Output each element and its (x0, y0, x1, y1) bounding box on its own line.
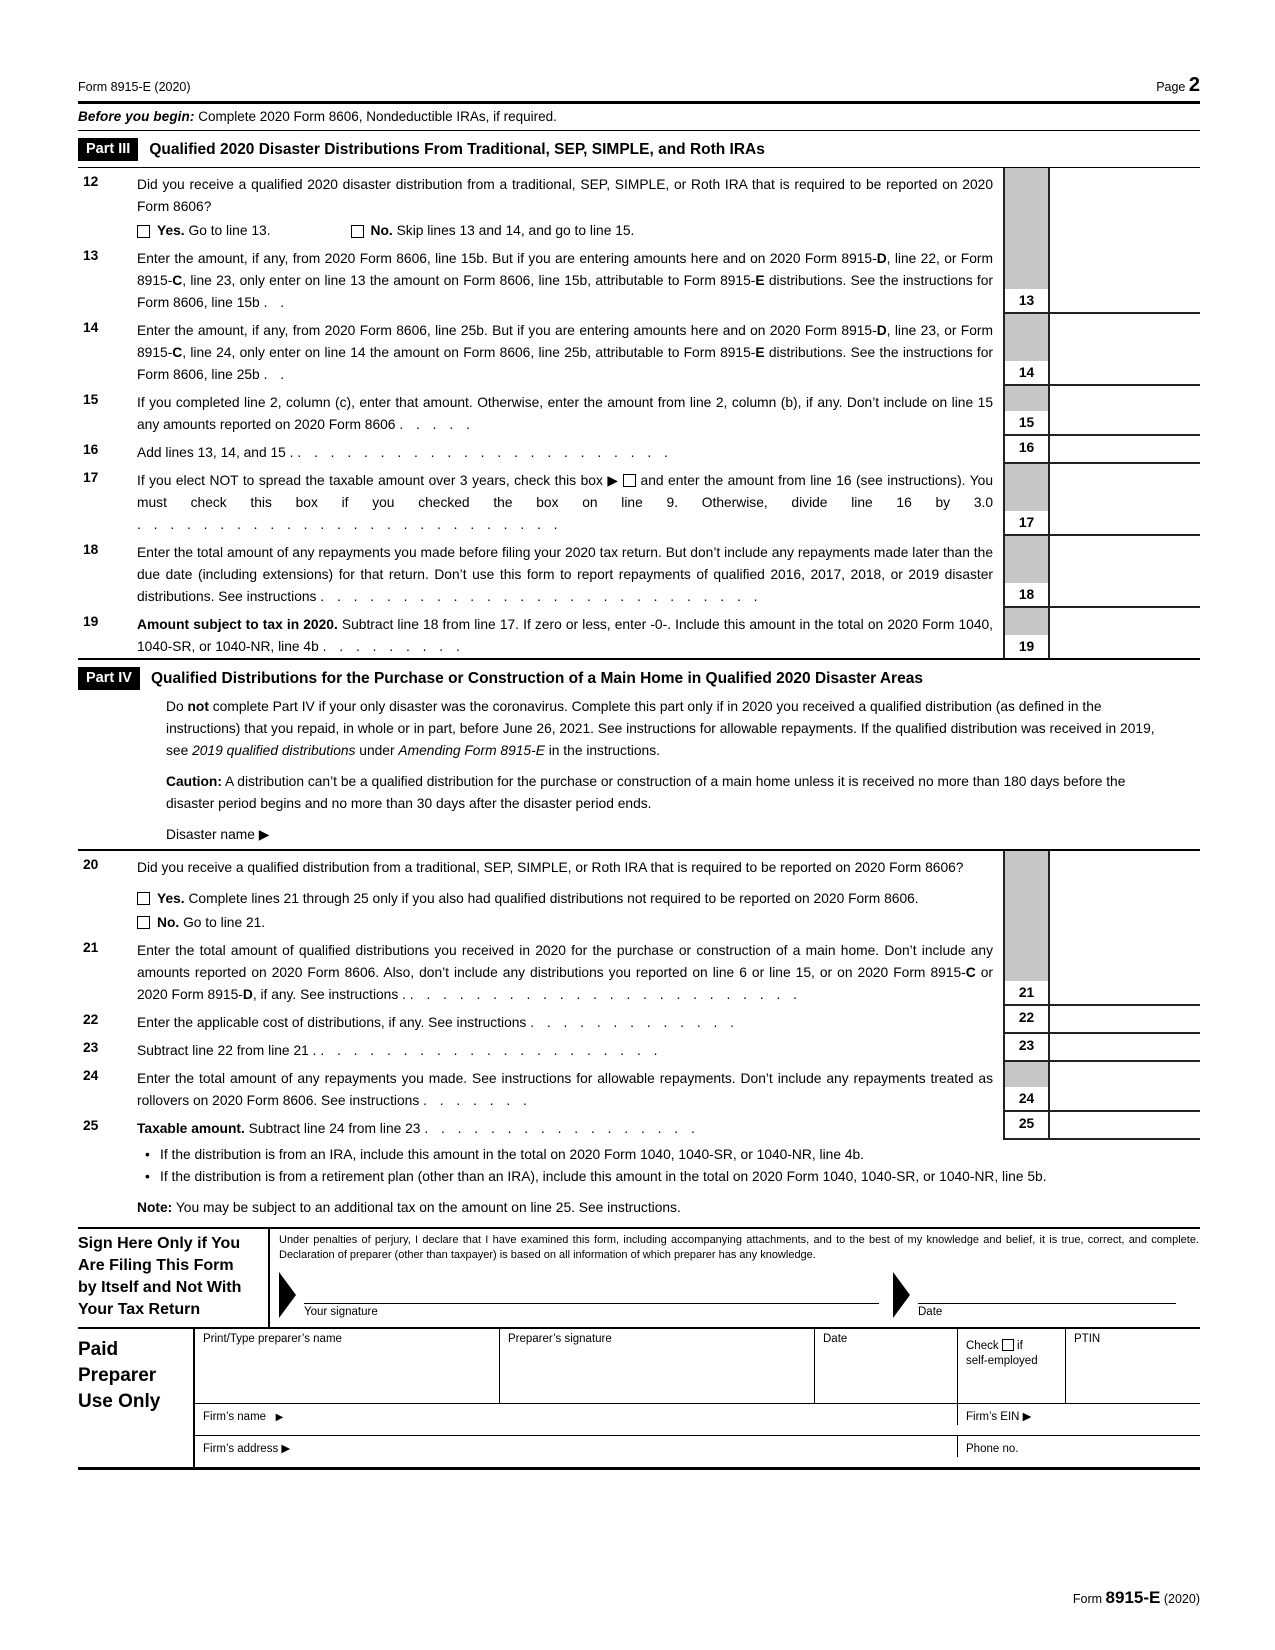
shading (1005, 242, 1048, 289)
shading (1005, 536, 1048, 583)
phone-field[interactable]: Phone no. (966, 1443, 1019, 1455)
preparer-name-field[interactable]: Print/Type preparer’s name (195, 1329, 500, 1403)
dot-leader: . . . . . (399, 417, 470, 432)
line-13-amount-box[interactable] (1050, 242, 1200, 314)
part4-caution: Caution: A distribution can’t be a qualified distribution for the purchase or construction of a main home unless it is received no more than 180 days before the disaster period begins and no more than 30 days after the disaster period ends. (166, 774, 1126, 811)
line-20-no-label: No. Go to line 21. (157, 915, 266, 930)
dot-leader: . . . . . . . . . (322, 639, 460, 654)
disaster-name-field[interactable] (78, 824, 1200, 851)
bullet-2-text: If the distribution is from a retirement plan (other than an IRA), include this amount in the total on 2020 Form 1040, 1040-SR, or 1040-NR, line 5b. (160, 1169, 1047, 1184)
line-14-text: Enter the amount, if any, from 2020 Form 8606, line 25b. But if you are entering amounts here and on 2020 Form 8915-D, line 23, or Form 8915-C, line 24, only enter on line 14 the amount on Form 8606, line 25b, attributable to Form 8915-E distributions. See the instructions for Form 8606, line 25b . . (137, 323, 994, 382)
part4-title: Qualified Distributions for the Purchase or Construction of a Main Home in Qualified 2020 Disaster Areas (150, 669, 923, 687)
part3-header (78, 138, 1200, 161)
line-20-amount-area (1050, 851, 1200, 934)
line-21-amount-box[interactable] (1050, 934, 1200, 1006)
line-18-amount-box[interactable] (1050, 536, 1200, 608)
line-20-yes-label: Yes. Complete lines 21 through 25 only if you also had qualified distributions not required to be reported on 2020 Form 8606. (157, 891, 919, 906)
dot-leader: . . . . . . . . . . . . . . . . . . . . . . . . . . (137, 517, 558, 532)
line-16-box-label: 16 (1005, 436, 1048, 459)
preparer-date-field[interactable]: Date (815, 1329, 958, 1403)
line-14-amount-box[interactable] (1050, 314, 1200, 386)
line-15-amount-box[interactable] (1050, 386, 1200, 436)
line-25-bullets (78, 1144, 1200, 1188)
shading (1005, 386, 1048, 411)
line-13: 13 Enter the amount, if any, from 2020 Form 8606, line 15b. But if you are entering amounts here and on 2020 Form 8915-D, line 22, or Form 8915-C, line 23, only enter on line 13 the amount on Form 8606, line 15b, attributable to Form 8915-E distributions. See the instructions for Form 8606, line 15b . . 13 (78, 242, 1200, 314)
form-footer: Form 8915-E (2020) (1072, 1588, 1200, 1607)
firm-address-field[interactable]: Firm’s address ▶ (195, 1436, 958, 1457)
your-signature-label: Your signature (304, 1306, 378, 1318)
dot-leader: . . (263, 367, 285, 382)
part3-badge: Part III (78, 138, 138, 161)
paid-preparer-section (78, 1327, 1200, 1470)
line-12-yes-checkbox[interactable] (137, 225, 150, 238)
line-20-no-checkbox[interactable] (137, 916, 150, 929)
firm-name-field[interactable]: Firm’s name ▶ (195, 1404, 958, 1425)
line-23-text: Subtract line 22 from line 21 . . . . . . . . . . . . . . . . . . . . . . (137, 1043, 658, 1058)
part4-intro: Do not complete Part IV if your only disaster was the coronavirus. Complete this part only if in 2020 you received a qualified distribution (as defined in the instructions) that you repaid, in whole or in part, before June 26, 2021. See instructions for allowable repayments. If the qualified distribution was received in 2019, see 2019 qualified distributions under Amending Form 8915-E in the instructions. (166, 699, 1155, 758)
line-17-text: If you elect NOT to spread the taxable amount over 3 years, check this box ▶ and enter the amount from line 16 (see instructions). You must check this box if you checked the box on line 9. Otherwise, divide line 16 by 3.0 . . . . . . . . . . . . . . . . . . . . . . . . . . (137, 473, 994, 532)
disaster-name-label: Disaster name ▶ (166, 827, 270, 842)
line-20: 20 Did you receive a qualified distribution from a traditional, SEP, SIMPLE, or Roth IRA that is required to be reported on 2020 Form 8606? Yes. Complete lines 21 through 25 only if you also had qualified distributions not required to be reported on 2020 Form 8606. No. Go to line 21. (78, 851, 1200, 934)
line-24-box-label: 24 (1005, 1087, 1048, 1110)
line-21-box-label: 21 (1005, 981, 1048, 1004)
line-12-number: 12 (83, 174, 99, 189)
perjury-statement: Under penalties of perjury, I declare that I have examined this form, including accompanying attachments, and to the best of my knowledge and belief, it is true, correct, and complete. Declaration of preparer (other than taxpayer) is based on all information of which preparer has any knowledge. (279, 1234, 1199, 1261)
line-19: 19 Amount subject to tax in 2020. Subtract line 18 from line 17. If zero or less, enter -0-. Include this amount in the total on 2020 Form 1040, 1040-SR, or 1040-NR, line 4b . . . . . . . . . 19 (78, 608, 1200, 658)
line-24-text: Enter the total amount of any repayments you made. See instructions for allowable repayments. Don’t include any repayments treated as rollovers on 2020 Form 8606. See instructions . . . . . . . (137, 1071, 993, 1108)
line-23: 23 Subtract line 22 from line 21 . . . . . . . . . . . . . . . . . . . . . . 23 (78, 1034, 1200, 1062)
line-12-yes-label: Yes. Go to line 13. (157, 223, 271, 238)
line-13-box-label: 13 (1005, 289, 1048, 312)
line-25: 25 Taxable amount. Subtract line 24 from line 23 . . . . . . . . . . . . . . . . . 25 (78, 1112, 1200, 1140)
part4-badge: Part IV (78, 667, 140, 690)
line-18-text: Enter the total amount of any repayments you made before filing your 2020 tax return. But don’t include any repayments made later than the due date (including extensions) for that return. Don’t use this form to report repayments of qualified 2016, 2017, 2018, or 2019 disaster distributions. See instructions . . . . . . . . . . . . . . . . . . . . . . . . . . . (137, 545, 993, 604)
line-22-amount-box[interactable] (1050, 1006, 1200, 1034)
bullet-icon: • (145, 1169, 150, 1184)
part3-title: Qualified 2020 Disaster Distributions From Traditional, SEP, SIMPLE, and Roth IRAs (149, 140, 765, 158)
line-17-box-label: 17 (1005, 511, 1048, 534)
shading (1005, 934, 1048, 981)
before-you-begin: Before you begin: Complete 2020 Form 8606, Nondeductible IRAs, if required. (78, 104, 1200, 131)
line-15: 15 If you completed line 2, column (c), enter that amount. Otherwise, enter the amount from line 2, column (b), if any. Don’t include on line 15 any amounts reported on 2020 Form 8606 . . . . . 15 (78, 386, 1200, 436)
line-18: 18 Enter the total amount of any repayments you made before filing your 2020 tax return. But don’t include any repayments made later than the due date (including extensions) for that return. Don’t use this form to report repayments of qualified 2016, 2017, 2018, or 2019 disaster distributions. See instructions . . . . . . . . . . . . . . . . . . . . . . . . . . . 18 (78, 536, 1200, 608)
part3-items (78, 167, 1200, 660)
line-12-shaded-cell (1003, 168, 1050, 242)
line-12 (78, 168, 1200, 242)
line-21-text: Enter the total amount of qualified distributions you received in 2020 for the purchase or construction of a main home. Don’t include any amounts reported on 2020 Form 8606. Also, don’t include any distributions you reported on line 6 or line 15, or on 2020 Form 8915-C or 2020 Form 8915-D, if any. See instructions . . . . . . . . . . . . . . . . . . . . . . . . . (137, 943, 993, 1002)
shading (1005, 464, 1048, 511)
dot-leader: . . . . . . . . . . . . . . . . . . . . . . . . . . . (320, 589, 758, 604)
line-17: 17 If you elect NOT to spread the taxable amount over 3 years, check this box ▶ and enter the amount from line 16 (see instructions). You must check this box if you checked the box on line 9. Otherwise, divide line 16 by 3.0 . . . . . . . . . . . . . . . . . . . . . . . . . . 17 (78, 464, 1200, 536)
line-24: 24 Enter the total amount of any repayments you made. See instructions for allowable repayments. Don’t include any repayments treated as rollovers on 2020 Form 8606. See instructions . . . . . . . 24 (78, 1062, 1200, 1112)
line-13-text: Enter the amount, if any, from 2020 Form 8606, line 15b. But if you are entering amounts here and on 2020 Form 8915-D, line 22, or Form 8915-C, line 23, only enter on line 13 the amount on Form 8606, line 15b, attributable to Form 8915-E distributions. See the instructions for Form 8606, line 15b . . (137, 251, 994, 310)
line-22: 22 Enter the applicable cost of distributions, if any. See instructions . . . . . . . . . . . . . 22 (78, 1006, 1200, 1034)
page-header (78, 0, 1200, 104)
line-25-box-label: 25 (1005, 1112, 1048, 1135)
dot-leader: . . . . . . . . . . . . . (530, 1015, 735, 1030)
line-17-checkbox[interactable] (623, 474, 636, 487)
self-employed-checkbox[interactable] (1002, 1339, 1014, 1351)
self-employed-cell: Check if self-employed (958, 1329, 1066, 1403)
signature-arrow-icon (279, 1272, 296, 1318)
dot-leader: . . (263, 295, 285, 310)
line-12-amount-area (1050, 168, 1200, 242)
dot-leader: . . . . . . . (423, 1093, 527, 1108)
footer-form-number: 8915-E (1105, 1588, 1161, 1607)
line-17-amount-box[interactable] (1050, 464, 1200, 536)
line-19-amount-box[interactable] (1050, 608, 1200, 658)
note-text: Note: You may be subject to an additional tax on the amount on line 25. See instructions. (137, 1200, 681, 1215)
line-23-box-label: 23 (1005, 1034, 1048, 1057)
line-20-yes-checkbox[interactable] (137, 892, 150, 905)
line-15-text: If you completed line 2, column (c), enter that amount. Otherwise, enter the amount from line 2, column (b), if any. Don’t include on line 15 any amounts reported on 2020 Form 8606 . . . . . (137, 395, 993, 432)
dot-leader: . . . . . . . . . . . . . . . . . . . . . . . . (409, 987, 797, 1002)
line-19-box-label: 19 (1005, 635, 1048, 658)
line-16-text: Add lines 13, 14, and 15 . . . . . . . . . . . . . . . . . . . . . . . . (137, 445, 668, 460)
line-21: 21 Enter the total amount of qualified distributions you received in 2020 for the purchase or construction of a main home. Don’t include any amounts reported on 2020 Form 8606. Also, don’t include any distributions you reported on line 6 or line 15, or on 2020 Form 8915-C or 2020 Form 8915-D, if any. See instructions . . . . . . . . . . . . . . . . . . . . . . . . . 21 (78, 934, 1200, 1006)
part4-header (78, 667, 1200, 690)
page-number: 2 (1188, 74, 1200, 96)
line-20-shaded-cell (1003, 851, 1050, 934)
line-14-box-label: 14 (1005, 361, 1048, 384)
line-16: 16 Add lines 13, 14, and 15 . . . . . . . . . . . . . . . . . . . . . . . . 16 (78, 436, 1200, 464)
shading (1005, 608, 1048, 635)
firm-ein-field[interactable]: Firm’s EIN ▶ (966, 1411, 1032, 1423)
preparer-signature-field[interactable]: Preparer’s signature (500, 1329, 815, 1403)
line-12-no-checkbox[interactable] (351, 225, 364, 238)
ptin-field[interactable]: PTIN (1074, 1333, 1101, 1345)
page-indicator: Page 2 (1156, 74, 1200, 96)
line-16-amount-box[interactable] (1050, 436, 1200, 464)
shading (1005, 314, 1048, 361)
line-24-amount-box[interactable] (1050, 1062, 1200, 1112)
dot-leader: . . . . . . . . . . . . . . . . . . . . . . . (297, 445, 668, 460)
line-22-box-label: 22 (1005, 1006, 1048, 1029)
line-19-text: Amount subject to tax in 2020. Subtract line 18 from line 17. If zero or less, enter -0-. Include this amount in the total on 2020 Form 1040, 1040-SR, or 1040-NR, line 4b . . . . . . . . . (137, 617, 993, 654)
form-id: Form 8915-E (2020) (78, 80, 191, 94)
dot-leader: . . . . . . . . . . . . . . . . . . . . . (320, 1043, 658, 1058)
sign-here-label: Sign Here Only if You Are Filing This Form by Itself and Not With Your Tax Return (78, 1229, 270, 1327)
bullet-icon: • (145, 1147, 150, 1162)
line-25-amount-box[interactable] (1050, 1112, 1200, 1140)
line-23-amount-box[interactable] (1050, 1034, 1200, 1062)
line-12-text: Did you receive a qualified 2020 disaster distribution from a traditional, SEP, SIMPLE, or Roth IRA that is required to be reported on 2020 Form 8606? (137, 177, 993, 214)
part4-items (78, 851, 1200, 1140)
line-18-box-label: 18 (1005, 583, 1048, 606)
line-22-text: Enter the applicable cost of distributions, if any. See instructions . . . . . . . . . . . . . (137, 1015, 735, 1030)
bullet-1-text: If the distribution is from an IRA, include this amount in the total on 2020 Form 1040, 1040-SR, or 1040-NR, line 4b. (160, 1147, 865, 1162)
sign-here-section (78, 1227, 1200, 1327)
line-14: 14 Enter the amount, if any, from 2020 Form 8606, line 25b. But if you are entering amounts here and on 2020 Form 8915-D, line 23, or Form 8915-C, line 24, only enter on line 14 the amount on Form 8606, line 25b, attributable to Form 8915-E distributions. See the instructions for Form 8606, line 25b . . 14 (78, 314, 1200, 386)
shading (1005, 1062, 1048, 1087)
line-20-text: Did you receive a qualified distribution from a traditional, SEP, SIMPLE, or Roth IRA that is required to be reported on 2020 Form 8606? (137, 860, 964, 875)
line-15-box-label: 15 (1005, 411, 1048, 434)
line-25-text: Taxable amount. Subtract line 24 from line 23 . . . . . . . . . . . . . . . . . (137, 1121, 695, 1136)
paid-preparer-label: Paid Preparer Use Only (78, 1329, 195, 1467)
dot-leader: . . . . . . . . . . . . . . . . . (424, 1121, 695, 1136)
line-12-no-label: No. Skip lines 13 and 14, and go to line 15. (370, 223, 635, 238)
arrow-icon: ▶ (275, 1412, 284, 1423)
signature-date-label: Date (918, 1306, 943, 1318)
date-arrow-icon (893, 1272, 910, 1318)
